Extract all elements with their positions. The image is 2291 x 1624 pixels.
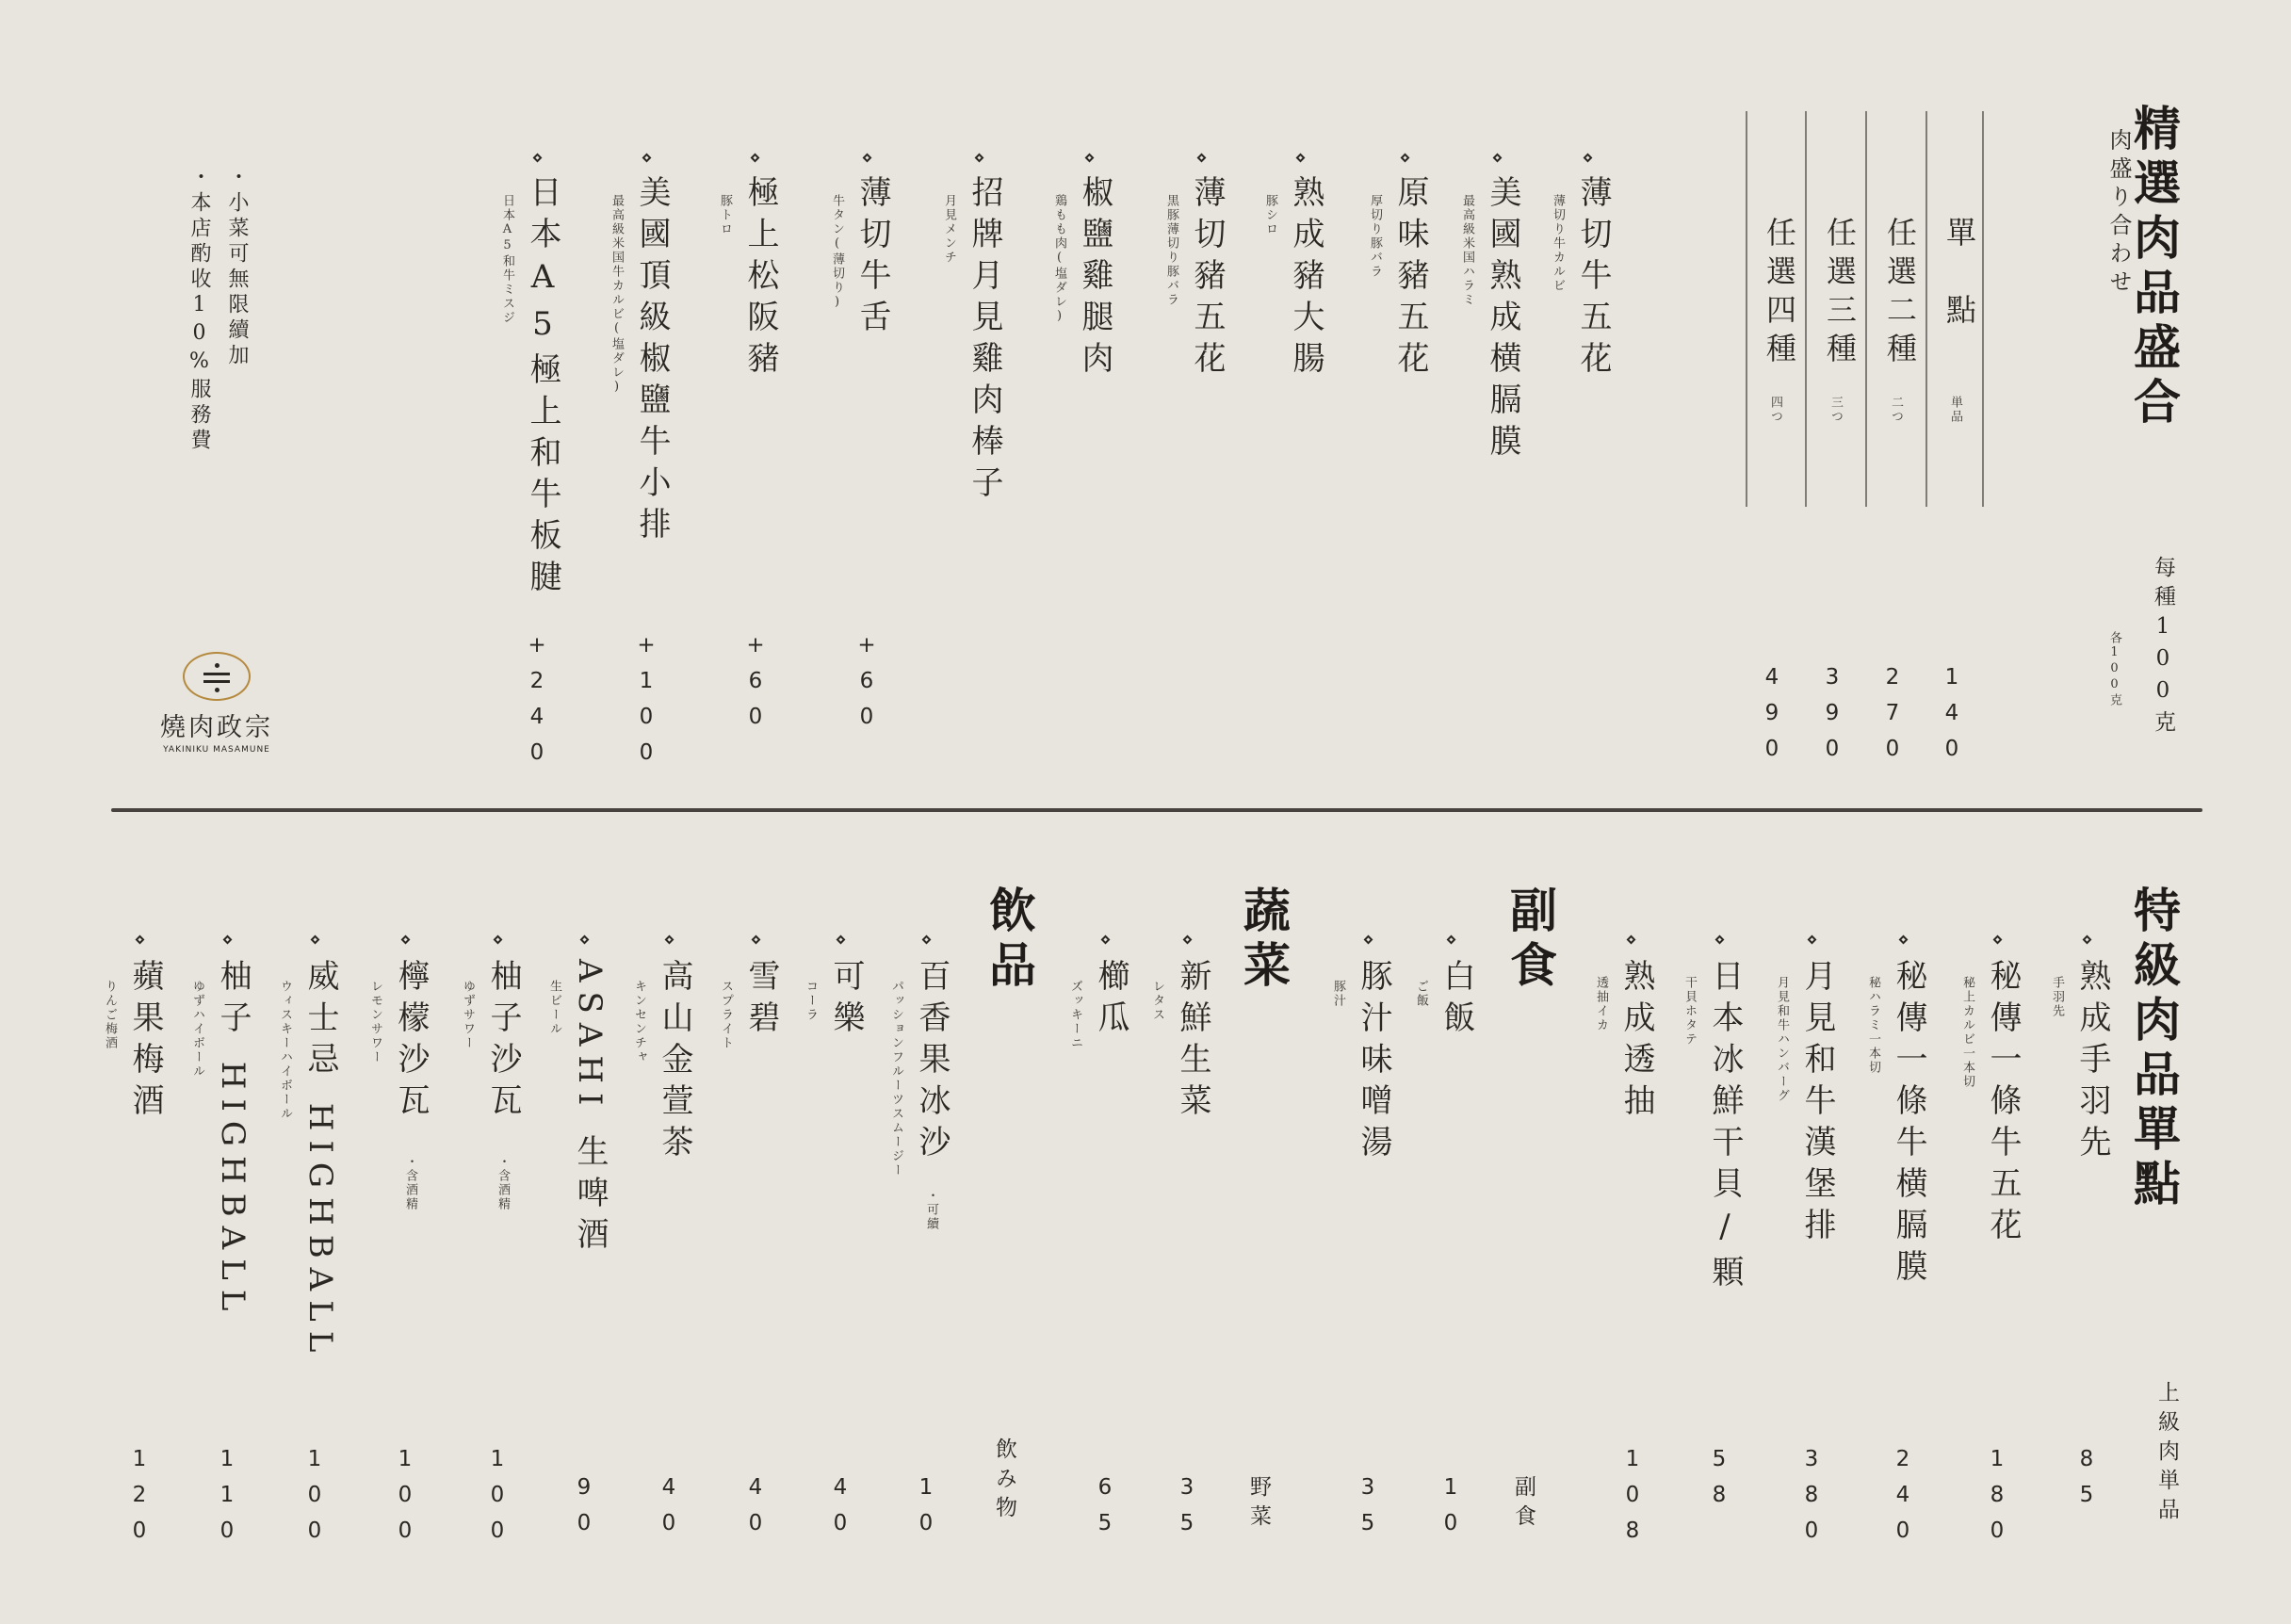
bullet-diamond bbox=[533, 154, 543, 163]
drink-item-jp: 生ビール bbox=[547, 980, 561, 1036]
platter-item-name: 極上松阪豬 bbox=[741, 175, 779, 382]
section-subtitle-meat-platter: 肉盛り合わせ bbox=[2105, 128, 2132, 298]
drink-item-jp: レモンサワー bbox=[368, 980, 382, 1064]
platter-item-extra: +100 bbox=[634, 633, 658, 776]
veg-item-name: 櫛瓜 bbox=[1092, 959, 1129, 1042]
bullet-diamond bbox=[863, 154, 872, 163]
drink-item-tag: ・可續 bbox=[924, 1189, 938, 1231]
set-option bbox=[1758, 217, 1801, 371]
premium-item-price: 240 bbox=[1891, 1447, 1915, 1554]
bullet-diamond bbox=[1627, 935, 1636, 945]
sides-price-label: 副食 bbox=[1511, 1475, 1535, 1534]
drink-item-name: 檸檬沙瓦 bbox=[392, 959, 430, 1125]
premium-item-name: 熟成透抽 bbox=[1617, 959, 1655, 1125]
drink-item-jp: りんご梅酒 bbox=[103, 980, 117, 1050]
drink-item-jp: パッションフルーツスムージー bbox=[889, 980, 903, 1177]
platter-item-extra: +240 bbox=[525, 633, 549, 776]
premium-item-name: 月見和牛漢堡排 bbox=[1798, 959, 1836, 1249]
set-divider bbox=[1865, 111, 1867, 507]
drink-item-name: 可樂 bbox=[827, 959, 865, 1042]
set-name: 任選二種 bbox=[1882, 217, 1918, 371]
premium-item-jp: 秘上カルビ一本切 bbox=[1960, 976, 1974, 1089]
premium-item-price: 108 bbox=[1620, 1447, 1645, 1554]
section-title-drinks: 飲品 bbox=[982, 885, 1037, 995]
premium-item-name: 秘傳一條牛五花 bbox=[1984, 959, 2022, 1249]
side-item-name: 白飯 bbox=[1438, 959, 1475, 1042]
set-option bbox=[1818, 217, 1861, 371]
set-price: 270 bbox=[1880, 665, 1905, 772]
drink-item-name: 高山金萱茶 bbox=[656, 959, 693, 1166]
bullet-diamond bbox=[1808, 935, 1817, 945]
bullet-diamond bbox=[401, 935, 411, 945]
platter-item-jp: 最高級米国牛カルビ(塩ダレ) bbox=[609, 194, 624, 396]
platter-item-jp: 厚切り豚バラ bbox=[1368, 194, 1382, 279]
set-divider bbox=[1925, 111, 1927, 507]
bullet-diamond bbox=[1447, 935, 1456, 945]
drink-item-tag: ・含酒精 bbox=[403, 1155, 417, 1211]
drink-item-name: 蘋果梅酒 bbox=[126, 959, 164, 1125]
set-option bbox=[1938, 217, 1981, 333]
drink-item-name: 雪碧 bbox=[742, 959, 780, 1042]
set-name: 任選四種 bbox=[1762, 217, 1797, 371]
bullet-diamond bbox=[1401, 154, 1410, 163]
bullet-diamond bbox=[1584, 154, 1593, 163]
drink-item-name: ASAHI 生啤酒 bbox=[571, 959, 609, 1259]
platter-item-name: 熟成豬大腸 bbox=[1287, 175, 1324, 382]
bullet-diamond bbox=[311, 935, 320, 945]
drink-item-jp: ゆずサワー bbox=[461, 980, 475, 1050]
bullet-diamond bbox=[1296, 154, 1306, 163]
drink-item-price: 110 bbox=[215, 1447, 239, 1554]
drink-item-jp: キンセンチャ bbox=[632, 980, 646, 1064]
bullet-diamond bbox=[975, 154, 984, 163]
premium-item-name: 秘傳一條牛横膈膜 bbox=[1890, 959, 1927, 1291]
side-item-name: 豚汁味噌湯 bbox=[1355, 959, 1392, 1166]
premium-item-price: 380 bbox=[1799, 1447, 1824, 1554]
bullet-diamond bbox=[1183, 935, 1193, 945]
premium-item-price: 180 bbox=[1985, 1447, 2009, 1554]
bullet-diamond bbox=[1085, 154, 1095, 163]
bullet-diamond bbox=[1364, 935, 1373, 945]
section-title-meat-platter: 精選肉品盛合 bbox=[2126, 104, 2182, 431]
bullet-diamond bbox=[837, 935, 846, 945]
set-jp: 三つ bbox=[1828, 396, 1843, 424]
bullet-diamond bbox=[922, 935, 932, 945]
platter-item-jp: 最高級米国ハラミ bbox=[1460, 194, 1474, 307]
platter-item-jp: 薄切り牛カルビ bbox=[1551, 194, 1565, 293]
restaurant-logo bbox=[151, 652, 283, 755]
logo-subtitle: YAKINIKU MASAMUNE bbox=[163, 745, 270, 755]
platter-item-jp: 牛タン(薄切り) bbox=[830, 194, 844, 311]
set-price: 490 bbox=[1760, 665, 1784, 772]
set-divider bbox=[1982, 111, 1984, 507]
per-portion-label: 每種100克 bbox=[2151, 556, 2175, 739]
set-name: 單 點 bbox=[1942, 217, 1977, 333]
drink-item-price: 40 bbox=[743, 1475, 768, 1547]
veg-item-price: 65 bbox=[1093, 1475, 1117, 1547]
side-item-price: 35 bbox=[1356, 1475, 1380, 1547]
drink-item-price: 90 bbox=[572, 1475, 596, 1547]
platter-item-name: 美國頂級椒鹽牛小排 bbox=[633, 175, 671, 548]
premium-item-jp: 透抽イカ bbox=[1594, 976, 1608, 1032]
drink-item-price: 40 bbox=[828, 1475, 853, 1547]
platter-item-jp: 鶏もも肉(塩ダレ) bbox=[1052, 194, 1066, 325]
platter-item-name: 薄切豬五花 bbox=[1188, 175, 1226, 382]
premium-item-name: 日本冰鮮干貝/顆 bbox=[1706, 959, 1744, 1296]
set-divider bbox=[1746, 111, 1747, 507]
section-title-veg: 蔬菜 bbox=[1236, 885, 1292, 995]
premium-price-label: 上級肉単品 bbox=[2154, 1381, 2179, 1527]
bullet-diamond bbox=[751, 154, 760, 163]
platter-item-jp: 月見メンチ bbox=[942, 194, 956, 265]
premium-item-jp: 手羽先 bbox=[2050, 976, 2064, 1018]
drink-item-price: 40 bbox=[657, 1475, 681, 1547]
set-price: 140 bbox=[1940, 665, 1964, 772]
premium-item-jp: 秘ハラミ一本切 bbox=[1866, 976, 1880, 1075]
drink-item-price: 100 bbox=[302, 1447, 327, 1554]
bullet-diamond bbox=[223, 935, 233, 945]
side-item-jp: 豚汁 bbox=[1331, 980, 1345, 1008]
bullet-diamond bbox=[1715, 935, 1725, 945]
premium-item-price: 58 bbox=[1707, 1447, 1731, 1518]
drink-item-name: 柚子 HIGHBALL bbox=[214, 959, 252, 1321]
premium-item-jp: 干貝ホタテ bbox=[1682, 976, 1697, 1047]
drinks-price-label: 飲み物 bbox=[992, 1437, 1016, 1525]
section-title-premium: 特級肉品單點 bbox=[2126, 885, 2182, 1213]
platter-item-name: 椒鹽雞腿肉 bbox=[1076, 175, 1113, 382]
platter-item-name: 薄切牛舌 bbox=[853, 175, 891, 341]
bullet-diamond bbox=[1101, 935, 1111, 945]
drink-item-name: 威士忌 HIGHBALL bbox=[301, 959, 339, 1362]
drink-item-jp: スプライト bbox=[719, 980, 733, 1050]
platter-item-extra: +60 bbox=[854, 633, 879, 740]
platter-item-name: 日本A5極上和牛板腱 bbox=[524, 175, 561, 601]
set-name: 任選三種 bbox=[1822, 217, 1858, 371]
veg-price-label: 野菜 bbox=[1246, 1475, 1271, 1534]
drink-item-tag: ・含酒精 bbox=[496, 1155, 510, 1211]
side-item-price: 10 bbox=[1438, 1475, 1463, 1547]
drink-item-price: 100 bbox=[393, 1447, 417, 1554]
drink-item-jp: コーラ bbox=[804, 980, 818, 1022]
bullet-diamond bbox=[494, 935, 503, 945]
bullet-diamond bbox=[1899, 935, 1909, 945]
platter-item-name: 原味豬五花 bbox=[1391, 175, 1429, 382]
set-jp: 単品 bbox=[1948, 396, 1962, 424]
drink-item-jp: ウィスキーハイボール bbox=[278, 980, 292, 1121]
veg-item-jp: ズッキーニ bbox=[1068, 980, 1082, 1050]
side-item-jp: ご飯 bbox=[1414, 980, 1428, 1008]
set-jp: 二つ bbox=[1889, 396, 1903, 424]
platter-item-jp: 豚トロ bbox=[718, 194, 732, 236]
note-service-charge: ・本店酌收10%服務費 bbox=[187, 166, 211, 454]
premium-item-name: 熟成手羽先 bbox=[2073, 959, 2111, 1166]
note-refill: ・小菜可無限續加 bbox=[225, 166, 249, 369]
drink-item-name: 柚子沙瓦 bbox=[484, 959, 522, 1125]
bullet-diamond bbox=[642, 154, 652, 163]
per-portion-label-jp: 各100克 bbox=[2107, 631, 2121, 707]
bullet-diamond bbox=[1493, 154, 1503, 163]
premium-item-price: 85 bbox=[2074, 1447, 2099, 1518]
veg-item-price: 35 bbox=[1175, 1475, 1199, 1547]
set-divider bbox=[1805, 111, 1807, 507]
drink-item-name: 百香果冰沙 bbox=[913, 959, 951, 1166]
bullet-diamond bbox=[752, 935, 761, 945]
bullet-diamond bbox=[580, 935, 590, 945]
platter-item-jp: 黒豚薄切り豚バラ bbox=[1164, 194, 1178, 307]
premium-item-jp: 月見和牛ハンバーグ bbox=[1775, 976, 1789, 1103]
set-option bbox=[1878, 217, 1922, 371]
section-divider bbox=[111, 808, 2202, 812]
set-price: 390 bbox=[1820, 665, 1844, 772]
veg-item-jp: レタス bbox=[1150, 980, 1164, 1022]
bullet-diamond bbox=[1197, 154, 1207, 163]
platter-item-name: 美國熟成横膈膜 bbox=[1484, 175, 1521, 465]
bullet-diamond bbox=[2083, 935, 2092, 945]
drink-item-price: 100 bbox=[485, 1447, 510, 1554]
platter-item-jp: 日本A5和牛ミスジ bbox=[500, 194, 514, 325]
logo-name: 燒肉政宗 bbox=[160, 713, 273, 742]
drink-item-jp: ゆずハイボール bbox=[190, 980, 204, 1079]
bullet-diamond bbox=[1993, 935, 2003, 945]
set-jp: 四つ bbox=[1768, 396, 1782, 424]
section-title-sides: 副食 bbox=[1503, 885, 1558, 995]
platter-item-extra: +60 bbox=[743, 633, 768, 740]
bullet-diamond bbox=[665, 935, 674, 945]
logo-emblem-icon bbox=[183, 652, 251, 701]
drink-item-price: 120 bbox=[127, 1447, 152, 1554]
bullet-diamond bbox=[136, 935, 145, 945]
platter-item-jp: 豚シロ bbox=[1263, 194, 1277, 236]
platter-item-name: 招牌月見雞肉棒子 bbox=[966, 175, 1003, 507]
drink-item-price: 10 bbox=[914, 1475, 938, 1547]
veg-item-name: 新鮮生菜 bbox=[1174, 959, 1211, 1125]
platter-item-name: 薄切牛五花 bbox=[1574, 175, 1612, 382]
